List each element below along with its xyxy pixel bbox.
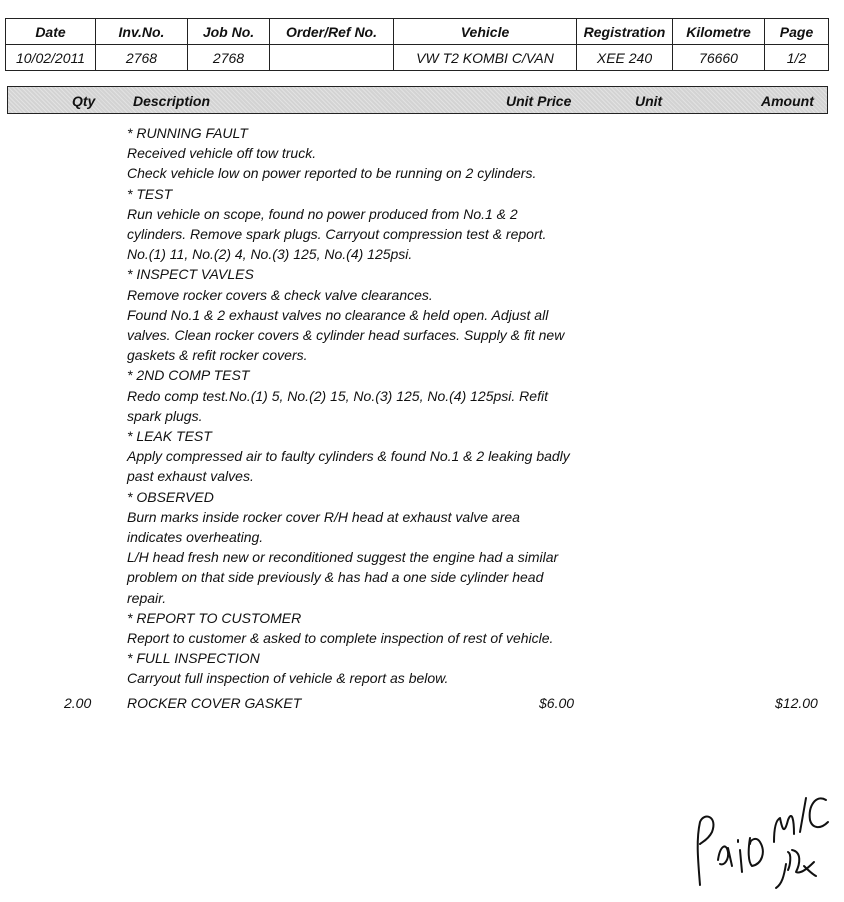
description-line: Apply compressed air to faulty cylinders & found No.1 & 2 leaking badly xyxy=(127,448,570,465)
description-line: * 2ND COMP TEST xyxy=(127,367,250,384)
header-label-registration: Registration xyxy=(577,19,673,45)
header-label-job-no: Job No. xyxy=(188,19,270,45)
invoice-header-table xyxy=(5,18,829,71)
line-item-column-bar xyxy=(7,86,828,114)
header-label-kilometre: Kilometre xyxy=(673,19,765,45)
header-value-vehicle: VW T2 KOMBI C/VAN xyxy=(394,45,577,71)
description-line: Carryout full inspection of vehicle & report as below. xyxy=(127,670,449,687)
description-line: Run vehicle on scope, found no power produced from No.1 & 2 xyxy=(127,205,518,222)
header-label-vehicle: Vehicle xyxy=(394,19,577,45)
description-line: spark plugs. xyxy=(127,407,203,424)
description-line: * RUNNING FAULT xyxy=(127,125,248,141)
column-unit-price: Unit Price xyxy=(506,93,572,109)
column-description: Description xyxy=(133,93,211,109)
column-qty: Qty xyxy=(72,93,96,109)
line-item-unit-price: $6.00 xyxy=(539,695,575,711)
header-label-inv-no: Inv.No. xyxy=(96,19,188,45)
header-value-job-no: 2768 xyxy=(188,45,270,71)
description-line: indicates overheating. xyxy=(127,529,264,546)
header-value-registration: XEE 240 xyxy=(577,45,673,71)
header-value-inv-no: 2768 xyxy=(96,45,188,71)
description-line: problem on that side previously & has had a one side cylinder head xyxy=(127,569,544,586)
description-line: * FULL INSPECTION xyxy=(127,650,260,667)
description-line: * INSPECT VAVLES xyxy=(127,266,254,283)
description-line: Report to customer & asked to complete inspection of rest of vehicle. xyxy=(127,630,554,647)
description-line: Received vehicle off tow truck. xyxy=(127,145,317,162)
description-line: L/H head fresh new or reconditioned suggest the engine had a similar xyxy=(127,549,559,566)
handwritten-paid-note xyxy=(688,790,833,895)
header-value-page: 1/2 xyxy=(765,45,829,71)
header-value-kilometre: 76660 xyxy=(673,45,765,71)
line-item-qty: 2.00 xyxy=(64,695,92,711)
header-label-page: Page xyxy=(765,19,829,45)
description-line: Check vehicle low on power reported to be running on 2 cylinders. xyxy=(127,165,537,182)
job-description-notes xyxy=(127,123,627,689)
description-line: repair. xyxy=(127,589,167,606)
description-line: Remove rocker covers & check valve clearances. xyxy=(127,286,433,303)
line-item-amount: $12.00 xyxy=(775,695,818,711)
description-line: gaskets & refit rocker covers. xyxy=(127,347,308,364)
column-amount: Amount xyxy=(761,93,814,109)
header-label-order-ref: Order/Ref No. xyxy=(270,19,394,45)
description-line: Redo comp test.No.(1) 5, No.(2) 15, No.(3) 125, No.(4) 125psi. Refit xyxy=(127,387,548,404)
header-value-date: 10/02/2011 xyxy=(6,45,96,71)
column-unit: Unit xyxy=(635,93,663,109)
header-value-row xyxy=(6,45,829,71)
description-line: * TEST xyxy=(127,185,173,202)
description-line: valves. Clean rocker covers & cylinder head surfaces. Supply & fit new xyxy=(127,327,565,344)
description-line: * OBSERVED xyxy=(127,488,214,505)
description-line: No.(1) 11, No.(2) 4, No.(3) 125, No.(4) 125psi. xyxy=(127,246,413,263)
description-line: * REPORT TO CUSTOMER xyxy=(127,609,302,626)
description-line: cylinders. Remove spark plugs. Carryout compression test & report. xyxy=(127,226,547,243)
description-line: past exhaust valves. xyxy=(127,468,254,485)
description-line: Burn marks inside rocker cover R/H head at exhaust valve area xyxy=(127,508,520,525)
description-line: Found No.1 & 2 exhaust valves no clearance & held open. Adjust all xyxy=(127,306,549,323)
header-label-row xyxy=(6,19,829,45)
line-item-description: ROCKER COVER GASKET xyxy=(127,695,302,711)
header-value-order-ref xyxy=(270,45,394,71)
description-line: * LEAK TEST xyxy=(127,428,212,445)
header-label-date: Date xyxy=(6,19,96,45)
